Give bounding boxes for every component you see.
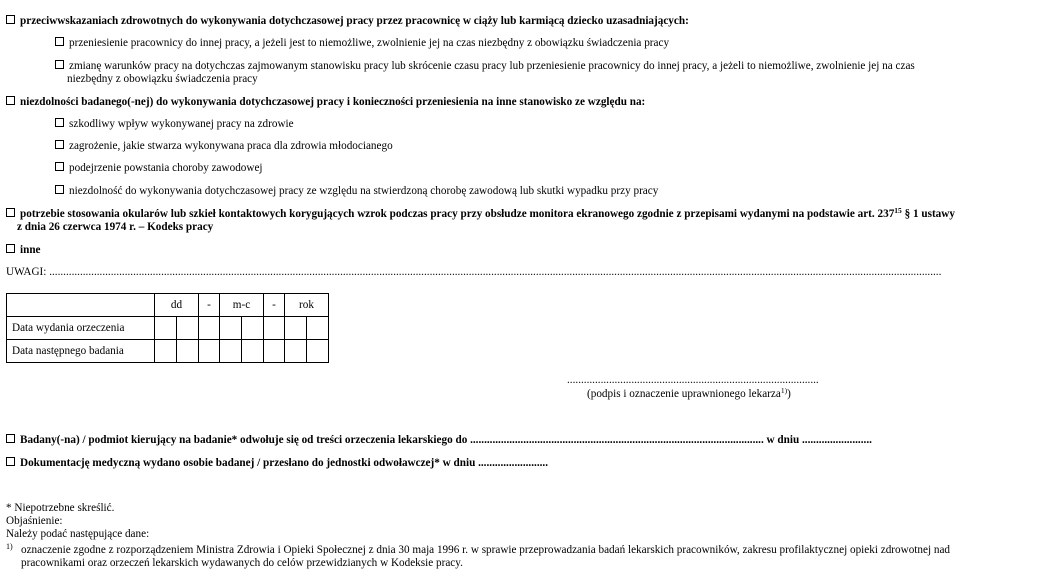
date-cell[interactable] <box>220 317 242 340</box>
signature-caption: (podpis i oznaczenie uprawnionego lekarza$^{1)}$) <box>587 386 791 400</box>
header-year: rok <box>285 294 329 317</box>
checkbox[interactable] <box>55 162 64 171</box>
footnote-text-line2: pracownikami oraz orzeczeń lekarskich wydawanych do celów przewidzianych w Kodeksie pracy. <box>21 557 463 569</box>
option-change-work-conditions[interactable]: zmianę warunków pracy na dotychczas zajmowanym stanowisku pracy lub skrócenie czasu pracy lub przeniesienie pracownicy do innej pracy, a jeżeli to niemożliwe, zwolnienie jej na czas <box>55 60 915 73</box>
option-pregnancy-contraindications[interactable]: przeciwwskazaniach zdrowotnych do wykonywania dotychczasowej pracy przez pracownicę w ciąży lub karmiącą dziecko uzasadniających: <box>6 15 689 28</box>
option-work-inability[interactable]: niezdolności badanego(-nej) do wykonywania dotychczasowej pracy i konieczności przeniesienia na inne stanowisko ze względu na: <box>6 96 645 109</box>
remarks-field[interactable] <box>6 266 1046 279</box>
footnote-text-line1: oznaczenie zgodne z rozporządzeniem Ministra Zdrowia i Opieki Społecznej z dnia 30 maja 1996 r. w sprawie przeprowadzania badań lekarskich pracowników, zakresu profilaktycznej opieki zdrowotnej nad <box>21 544 951 556</box>
table-cell <box>7 294 155 317</box>
option-corrective-glasses-cont: z dnia 26 czerwca 1974 r. – Kodeks pracy <box>17 221 214 233</box>
option-appeal[interactable]: Badany(-na) / podmiot kierujący na badanie* odwołuje się od treści orzeczenia lekarskiego do ......................................................................................................... w dniu ......................... <box>6 434 872 447</box>
table-header-row <box>7 294 329 317</box>
date-cell[interactable] <box>307 317 329 340</box>
row-label-next-exam: Data następnego badania <box>7 340 155 363</box>
checkbox[interactable] <box>55 37 64 46</box>
remarks-dots: ............................................................................................................................................................................................................................................................................................................................... <box>49 266 942 278</box>
date-cell[interactable] <box>242 340 264 363</box>
checkbox[interactable] <box>6 15 15 24</box>
date-cell[interactable] <box>155 340 177 363</box>
checkbox[interactable] <box>6 208 15 217</box>
date-cell[interactable] <box>220 340 242 363</box>
option-corrective-glasses[interactable]: potrzebie stosowania okularów lub szkieł kontaktowych korygujących wzrok podczas pracy przy obsłudze monitora ekranowego zgodnie z przepisami wydanymi na podstawie art. $237^{15}$ § 1 ustawy <box>6 208 955 221</box>
remarks-label: UWAGI: <box>6 266 47 278</box>
footnote-unnecessary: * Niepotrzebne skreślić. <box>6 502 115 514</box>
signature-line: .......................................................................................... <box>567 374 819 386</box>
option-documentation[interactable]: Dokumentację medyczną wydano osobie badanej / przesłano do jednostki odwoławczej* w dniu ......................... <box>6 457 548 470</box>
option-juvenile-threat[interactable]: zagrożenie, jakie stwarza wykonywana praca dla zdrowia młodocianego <box>55 140 393 153</box>
checkbox[interactable] <box>55 185 64 194</box>
date-cell[interactable] <box>155 317 177 340</box>
option-transfer-pregnant-worker[interactable]: przeniesienie pracownicy do innej pracy, a jeżeli jest to niemożliwe, zwolnienie jej na czas niezbędny z obowiązku świadczenia pracy <box>55 37 669 50</box>
header-sep: - <box>199 294 220 317</box>
date-cell[interactable] <box>177 317 199 340</box>
option-harmful-influence[interactable]: szkodliwy wpływ wykonywanej pracy na zdrowie <box>55 118 294 131</box>
date-table <box>6 293 329 363</box>
option-other[interactable]: inne <box>6 244 41 257</box>
date-cell[interactable] <box>177 340 199 363</box>
checkbox[interactable] <box>6 96 15 105</box>
table-row <box>7 317 329 340</box>
option-occupational-disease-suspicion[interactable]: podejrzenie powstania choroby zawodowej <box>55 162 263 175</box>
checkbox[interactable] <box>55 118 64 127</box>
header-day: dd <box>155 294 199 317</box>
date-cell <box>264 317 285 340</box>
date-cell <box>199 340 220 363</box>
explanation-heading: Objaśnienie: <box>6 515 63 527</box>
date-cell <box>199 317 220 340</box>
checkbox[interactable] <box>55 140 64 149</box>
provide-data-text: Należy podać następujące dane: <box>6 528 150 540</box>
checkbox[interactable] <box>6 434 15 443</box>
footnote-marker: 1) <box>6 542 13 551</box>
table-row <box>7 340 329 363</box>
row-label-issue-date: Data wydania orzeczenia <box>7 317 155 340</box>
checkbox[interactable] <box>6 457 15 466</box>
option-change-work-conditions-cont: niezbędny z obowiązku świadczenia pracy <box>67 73 258 85</box>
date-cell[interactable] <box>307 340 329 363</box>
date-cell <box>264 340 285 363</box>
checkbox[interactable] <box>6 244 15 253</box>
header-month: m-c <box>220 294 264 317</box>
header-sep: - <box>264 294 285 317</box>
option-occupational-disease-inability[interactable]: niezdolność do wykonywania dotychczasowej pracy ze względu na stwierdzoną chorobę zawodową lub skutki wypadku przy pracy <box>55 185 658 198</box>
checkbox[interactable] <box>55 60 64 69</box>
date-cell[interactable] <box>285 317 307 340</box>
date-cell[interactable] <box>242 317 264 340</box>
date-cell[interactable] <box>285 340 307 363</box>
